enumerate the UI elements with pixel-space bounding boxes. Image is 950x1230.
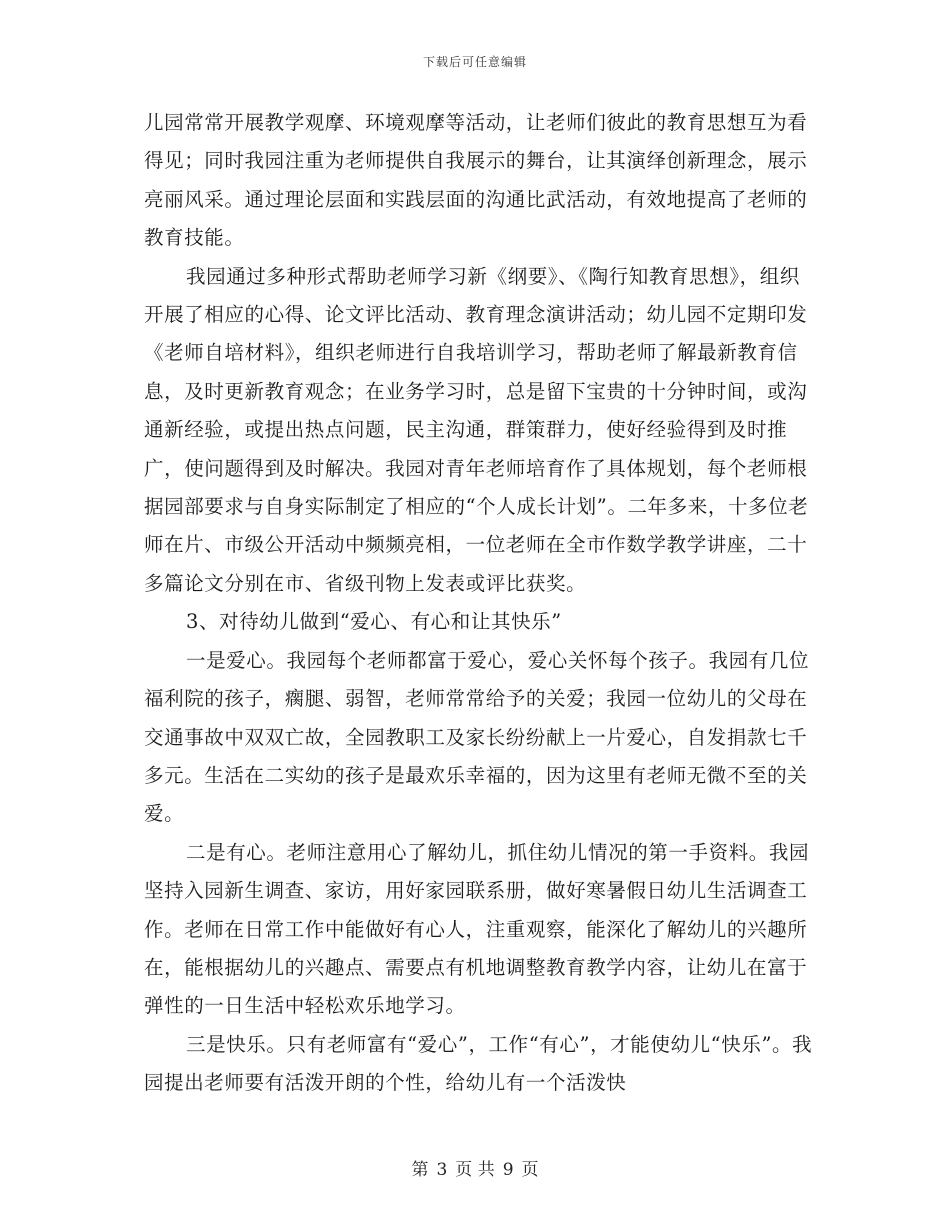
paragraph-1: 儿园常常开展教学观摩、环境观摩等活动，让老师们彼此的教育思想互为看得见；同时我园注重为老师提供自我展示的舞台，让其演绎创新理念，展示亮丽风采。通过理论层面和实践层面的沟通比武活动，有效地提高了老师的教育技能。: [144, 111, 808, 250]
paragraph-happy: 三是快乐。只有老师富有“爱心”，工作“有心”，才能使幼儿“快乐”。我园提出老师要有活泼开朗的个性，给幼儿有一个活泼快: [144, 1032, 813, 1095]
paragraph-care: 二是有心。老师注意用心了解幼儿，抓住幼儿情况的第一手资料。我园坚持入园新生调查、家访，用好家园联系册，做好寒暑假日幼儿生活调查工作。老师在日常工作中能做好有心人，注重观察，能深化了解幼儿的兴趣所在，能根据幼儿的兴趣点、需要点有机地调整教育教学内容，让幼儿在富于弹性的一日生活中轻松欢乐地学习。: [144, 840, 810, 1018]
footer-prefix: 第: [411, 1160, 429, 1180]
paragraph-love: 一是爱心。我园每个老师都富于爱心，爱心关怀每个孩子。我园有几位福利院的孩子，瘸腿、弱智，老师常常给予的关爱；我园一位幼儿的父母在交通事故中双双亡故，全园教职工及家长纷纷献上一片爱心，自发捐款七千多元。生活在二实幼的孩子是最欢乐幸福的，因为这里有老师无微不至的关爱。: [144, 648, 810, 826]
footer-page-number: 3: [436, 1160, 448, 1180]
page-footer: [0, 1155, 950, 1180]
footer-suffix: 页: [521, 1160, 539, 1180]
page-header: 下载后可任意编辑: [422, 55, 527, 69]
document-body: [144, 104, 814, 1103]
footer-middle: 页 共: [455, 1160, 495, 1180]
paragraph-2: 我园通过多种形式帮助老师学习新《纲要》、《陶行知教育思想》，组织开展了相应的心得、论文评比活动、教育理念演讲活动；幼儿园不定期印发《老师自培材料》，组织老师进行自我培训学习，帮助老师了解最新教育信息，及时更新教育观念；在业务学习时，总是留下宝贵的十分钟时间，或沟通新经验，或提出热点问题，民主沟通，群策群力，使好经验得到及时推广，使问题得到及时解决。我园对青年老师培育作了具体规划，每个老师根据园部要求与自身实际制定了相应的“个人成长计划”。二年多来，十多位老师在片、市级公开活动中频频亮相，一位老师在全市作数学教学讲座，二十多篇论文分别在市、省级刊物上发表或评比获奖。: [144, 264, 809, 595]
section-heading: 3、对待幼儿做到“爱心、有心和让其快乐”: [186, 610, 562, 634]
footer-total-pages: 9: [502, 1160, 514, 1180]
